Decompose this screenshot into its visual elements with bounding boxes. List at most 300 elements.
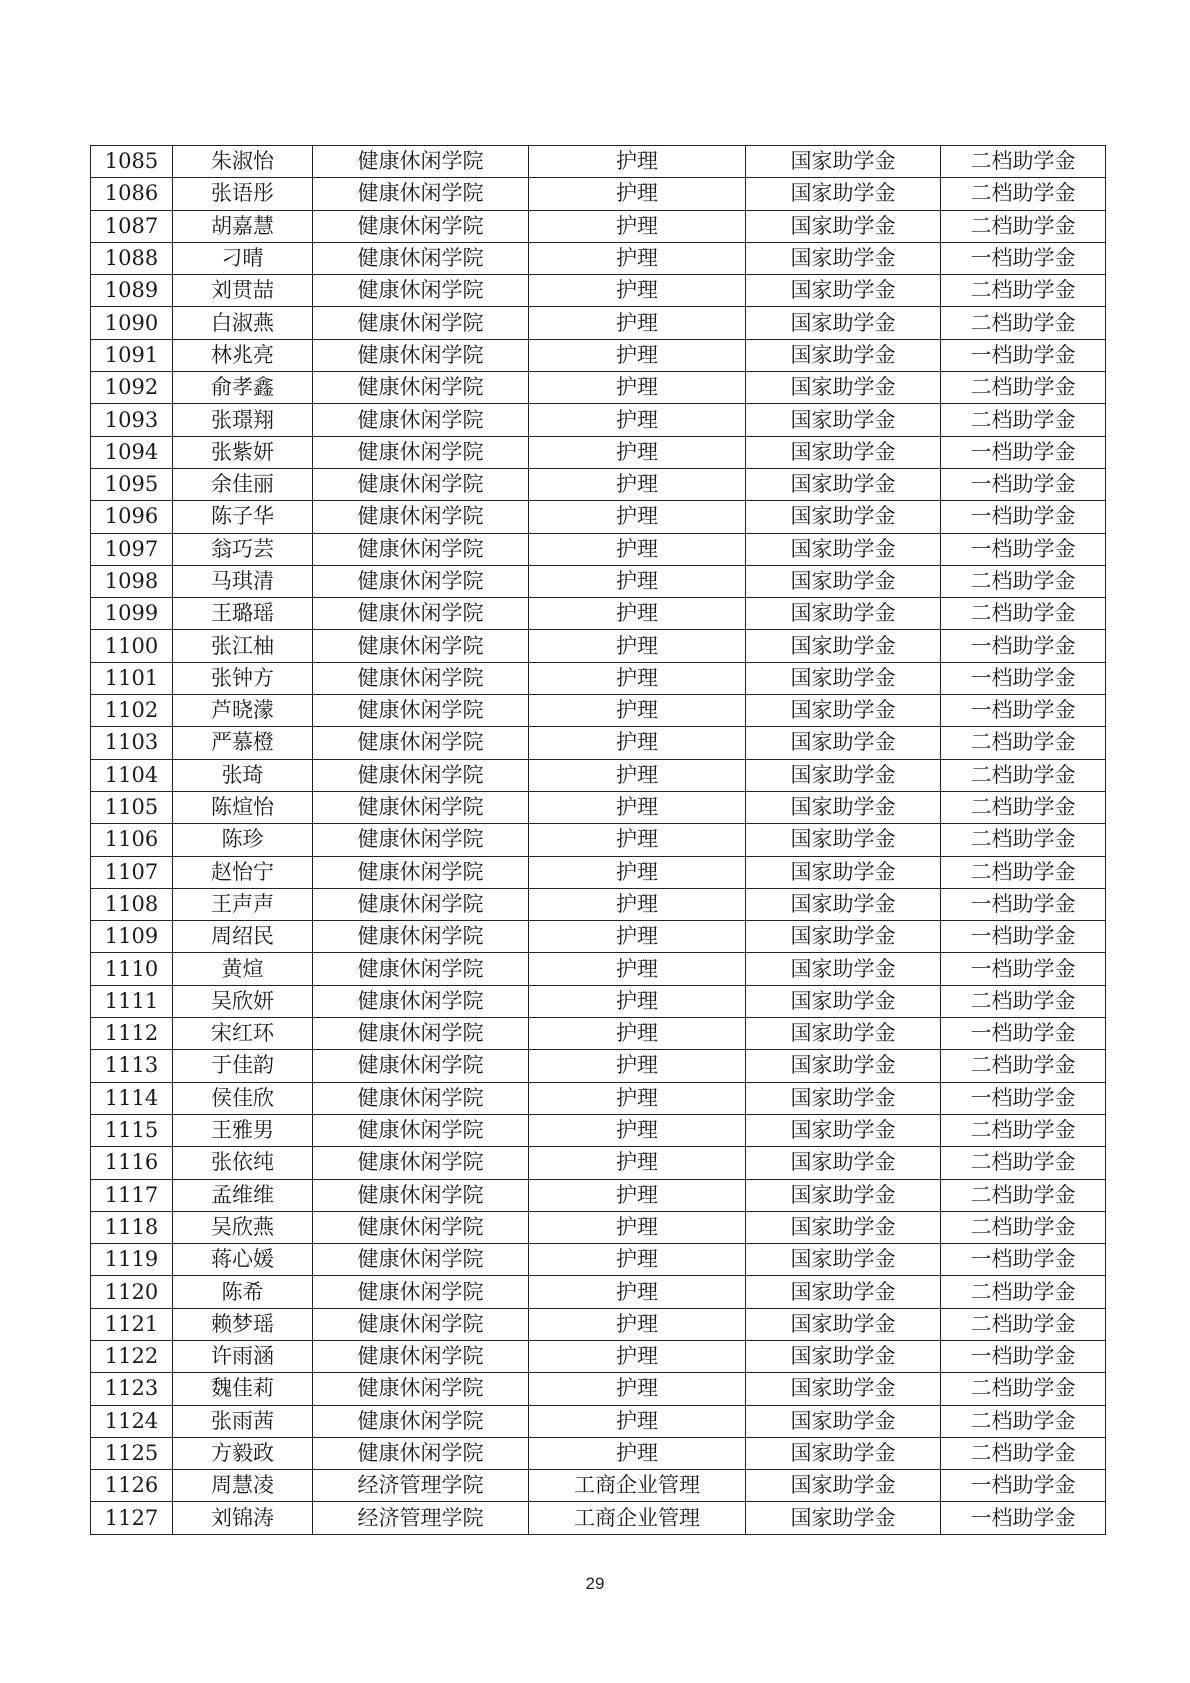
student-name-cell: 胡嘉慧 (173, 210, 313, 242)
major-cell: 护理 (529, 630, 746, 662)
serial-number-cell: 1085 (91, 146, 173, 178)
major-cell: 护理 (529, 727, 746, 759)
serial-number-cell: 1091 (91, 339, 173, 371)
aid-type-cell: 国家助学金 (746, 242, 941, 274)
table-row (91, 1147, 1106, 1179)
aid-level-cell: 二档助学金 (941, 727, 1106, 759)
serial-number-cell: 1093 (91, 404, 173, 436)
major-cell: 护理 (529, 1244, 746, 1276)
aid-level-cell: 二档助学金 (941, 1437, 1106, 1469)
student-name-cell: 余佳丽 (173, 468, 313, 500)
major-cell: 护理 (529, 242, 746, 274)
table-row (91, 791, 1106, 823)
aid-level-cell: 二档助学金 (941, 1308, 1106, 1340)
table-row (91, 824, 1106, 856)
student-name-cell: 王雅男 (173, 1114, 313, 1146)
college-cell: 健康休闲学院 (313, 242, 529, 274)
table-row (91, 468, 1106, 500)
aid-type-cell: 国家助学金 (746, 436, 941, 468)
aid-type-cell: 国家助学金 (746, 1470, 941, 1502)
college-cell: 经济管理学院 (313, 1502, 529, 1534)
aid-type-cell: 国家助学金 (746, 1050, 941, 1082)
college-cell: 健康休闲学院 (313, 921, 529, 953)
major-cell: 护理 (529, 856, 746, 888)
college-cell: 健康休闲学院 (313, 1276, 529, 1308)
student-name-cell: 翁巧芸 (173, 533, 313, 565)
aid-level-cell: 二档助学金 (941, 372, 1106, 404)
college-cell: 健康休闲学院 (313, 1437, 529, 1469)
major-cell: 护理 (529, 1147, 746, 1179)
aid-level-cell: 二档助学金 (941, 1114, 1106, 1146)
table-row (91, 1308, 1106, 1340)
table-row (91, 1437, 1106, 1469)
aid-level-cell: 二档助学金 (941, 1147, 1106, 1179)
aid-level-cell: 一档助学金 (941, 533, 1106, 565)
student-name-cell: 陈煊怡 (173, 791, 313, 823)
aid-level-cell: 一档助学金 (941, 1502, 1106, 1534)
serial-number-cell: 1110 (91, 953, 173, 985)
college-cell: 健康休闲学院 (313, 727, 529, 759)
college-cell: 健康休闲学院 (313, 372, 529, 404)
table-row (91, 856, 1106, 888)
aid-type-cell: 国家助学金 (746, 824, 941, 856)
serial-number-cell: 1088 (91, 242, 173, 274)
page-number: 29 (585, 1574, 605, 1593)
college-cell: 健康休闲学院 (313, 1211, 529, 1243)
aid-type-cell: 国家助学金 (746, 727, 941, 759)
table-row (91, 1340, 1106, 1372)
college-cell: 健康休闲学院 (313, 759, 529, 791)
aid-type-cell: 国家助学金 (746, 985, 941, 1017)
college-cell: 健康休闲学院 (313, 1405, 529, 1437)
major-cell: 护理 (529, 146, 746, 178)
aid-level-cell: 一档助学金 (941, 953, 1106, 985)
major-cell: 护理 (529, 662, 746, 694)
table-row (91, 404, 1106, 436)
student-name-cell: 白淑燕 (173, 307, 313, 339)
serial-number-cell: 1099 (91, 598, 173, 630)
table-row (91, 372, 1106, 404)
major-cell: 护理 (529, 372, 746, 404)
student-name-cell: 俞孝鑫 (173, 372, 313, 404)
table-row (91, 242, 1106, 274)
table-row (91, 275, 1106, 307)
serial-number-cell: 1103 (91, 727, 173, 759)
student-name-cell: 张江柚 (173, 630, 313, 662)
serial-number-cell: 1126 (91, 1470, 173, 1502)
major-cell: 护理 (529, 824, 746, 856)
major-cell: 护理 (529, 1211, 746, 1243)
serial-number-cell: 1087 (91, 210, 173, 242)
college-cell: 健康休闲学院 (313, 1308, 529, 1340)
table-row (91, 1179, 1106, 1211)
aid-level-cell: 二档助学金 (941, 1405, 1106, 1437)
aid-type-cell: 国家助学金 (746, 565, 941, 597)
student-name-cell: 陈珍 (173, 824, 313, 856)
serial-number-cell: 1127 (91, 1502, 173, 1534)
college-cell: 健康休闲学院 (313, 856, 529, 888)
major-cell: 护理 (529, 985, 746, 1017)
major-cell: 护理 (529, 1114, 746, 1146)
aid-level-cell: 二档助学金 (941, 275, 1106, 307)
college-cell: 健康休闲学院 (313, 404, 529, 436)
college-cell: 健康休闲学院 (313, 1244, 529, 1276)
aid-level-cell: 一档助学金 (941, 1244, 1106, 1276)
aid-type-cell: 国家助学金 (746, 1276, 941, 1308)
major-cell: 工商企业管理 (529, 1502, 746, 1534)
aid-level-cell: 二档助学金 (941, 146, 1106, 178)
major-cell: 护理 (529, 1050, 746, 1082)
aid-type-cell: 国家助学金 (746, 404, 941, 436)
aid-type-cell: 国家助学金 (746, 630, 941, 662)
table-row (91, 888, 1106, 920)
serial-number-cell: 1121 (91, 1308, 173, 1340)
student-name-cell: 方毅政 (173, 1437, 313, 1469)
table-row (91, 1082, 1106, 1114)
college-cell: 健康休闲学院 (313, 275, 529, 307)
aid-type-cell: 国家助学金 (746, 953, 941, 985)
table-row (91, 727, 1106, 759)
aid-type-cell: 国家助学金 (746, 759, 941, 791)
aid-type-cell: 国家助学金 (746, 275, 941, 307)
college-cell: 健康休闲学院 (313, 662, 529, 694)
table-row (91, 307, 1106, 339)
aid-type-cell: 国家助学金 (746, 372, 941, 404)
major-cell: 护理 (529, 436, 746, 468)
college-cell: 健康休闲学院 (313, 888, 529, 920)
student-name-cell: 张依纯 (173, 1147, 313, 1179)
aid-level-cell: 一档助学金 (941, 1340, 1106, 1372)
aid-level-cell: 一档助学金 (941, 1082, 1106, 1114)
student-name-cell: 张琦 (173, 759, 313, 791)
student-name-cell: 张紫妍 (173, 436, 313, 468)
major-cell: 护理 (529, 339, 746, 371)
aid-type-cell: 国家助学金 (746, 662, 941, 694)
aid-level-cell: 一档助学金 (941, 339, 1106, 371)
aid-type-cell: 国家助学金 (746, 501, 941, 533)
aid-level-cell: 一档助学金 (941, 921, 1106, 953)
college-cell: 健康休闲学院 (313, 1147, 529, 1179)
major-cell: 护理 (529, 791, 746, 823)
major-cell: 工商企业管理 (529, 1470, 746, 1502)
college-cell: 健康休闲学院 (313, 1340, 529, 1372)
serial-number-cell: 1092 (91, 372, 173, 404)
table-row (91, 210, 1106, 242)
college-cell: 健康休闲学院 (313, 1082, 529, 1114)
aid-level-cell: 一档助学金 (941, 501, 1106, 533)
college-cell: 健康休闲学院 (313, 1179, 529, 1211)
major-cell: 护理 (529, 759, 746, 791)
aid-type-cell: 国家助学金 (746, 1244, 941, 1276)
aid-level-cell: 二档助学金 (941, 985, 1106, 1017)
scholarship-list-table (90, 145, 1106, 1535)
college-cell: 健康休闲学院 (313, 985, 529, 1017)
aid-type-cell: 国家助学金 (746, 1373, 941, 1405)
major-cell: 护理 (529, 501, 746, 533)
aid-level-cell: 二档助学金 (941, 1373, 1106, 1405)
college-cell: 健康休闲学院 (313, 1114, 529, 1146)
student-name-cell: 蒋心媛 (173, 1244, 313, 1276)
serial-number-cell: 1109 (91, 921, 173, 953)
table-row (91, 1114, 1106, 1146)
student-name-cell: 于佳韵 (173, 1050, 313, 1082)
serial-number-cell: 1120 (91, 1276, 173, 1308)
student-name-cell: 黄煊 (173, 953, 313, 985)
aid-level-cell: 二档助学金 (941, 824, 1106, 856)
student-name-cell: 魏佳莉 (173, 1373, 313, 1405)
table-row (91, 695, 1106, 727)
student-name-cell: 林兆亮 (173, 339, 313, 371)
table-row (91, 1050, 1106, 1082)
major-cell: 护理 (529, 565, 746, 597)
aid-level-cell: 二档助学金 (941, 1179, 1106, 1211)
serial-number-cell: 1104 (91, 759, 173, 791)
serial-number-cell: 1094 (91, 436, 173, 468)
serial-number-cell: 1122 (91, 1340, 173, 1372)
major-cell: 护理 (529, 1340, 746, 1372)
aid-type-cell: 国家助学金 (746, 1340, 941, 1372)
serial-number-cell: 1106 (91, 824, 173, 856)
table-row (91, 533, 1106, 565)
serial-number-cell: 1124 (91, 1405, 173, 1437)
serial-number-cell: 1107 (91, 856, 173, 888)
college-cell: 健康休闲学院 (313, 307, 529, 339)
major-cell: 护理 (529, 1276, 746, 1308)
table-row (91, 339, 1106, 371)
serial-number-cell: 1119 (91, 1244, 173, 1276)
student-name-cell: 刘贯喆 (173, 275, 313, 307)
aid-type-cell: 国家助学金 (746, 598, 941, 630)
college-cell: 健康休闲学院 (313, 630, 529, 662)
aid-level-cell: 二档助学金 (941, 178, 1106, 210)
college-cell: 经济管理学院 (313, 1470, 529, 1502)
aid-type-cell: 国家助学金 (746, 1114, 941, 1146)
aid-type-cell: 国家助学金 (746, 1308, 941, 1340)
table-row (91, 1211, 1106, 1243)
aid-type-cell: 国家助学金 (746, 210, 941, 242)
table-row (91, 501, 1106, 533)
student-name-cell: 张语彤 (173, 178, 313, 210)
aid-level-cell: 二档助学金 (941, 856, 1106, 888)
major-cell: 护理 (529, 1405, 746, 1437)
serial-number-cell: 1089 (91, 275, 173, 307)
major-cell: 护理 (529, 598, 746, 630)
college-cell: 健康休闲学院 (313, 178, 529, 210)
table-row (91, 436, 1106, 468)
aid-type-cell: 国家助学金 (746, 1082, 941, 1114)
serial-number-cell: 1105 (91, 791, 173, 823)
serial-number-cell: 1114 (91, 1082, 173, 1114)
serial-number-cell: 1096 (91, 501, 173, 533)
major-cell: 护理 (529, 1082, 746, 1114)
serial-number-cell: 1108 (91, 888, 173, 920)
aid-level-cell: 二档助学金 (941, 759, 1106, 791)
major-cell: 护理 (529, 953, 746, 985)
aid-type-cell: 国家助学金 (746, 1437, 941, 1469)
college-cell: 健康休闲学院 (313, 533, 529, 565)
table-row (91, 1405, 1106, 1437)
college-cell: 健康休闲学院 (313, 565, 529, 597)
aid-type-cell: 国家助学金 (746, 339, 941, 371)
student-name-cell: 宋红环 (173, 1018, 313, 1050)
table-row (91, 1018, 1106, 1050)
student-name-cell: 芦晓濛 (173, 695, 313, 727)
major-cell: 护理 (529, 275, 746, 307)
student-name-cell: 朱淑怡 (173, 146, 313, 178)
table-row (91, 953, 1106, 985)
student-name-cell: 王璐瑶 (173, 598, 313, 630)
aid-type-cell: 国家助学金 (746, 1405, 941, 1437)
aid-type-cell: 国家助学金 (746, 1502, 941, 1534)
college-cell: 健康休闲学院 (313, 146, 529, 178)
student-name-cell: 刁晴 (173, 242, 313, 274)
college-cell: 健康休闲学院 (313, 468, 529, 500)
major-cell: 护理 (529, 1179, 746, 1211)
aid-type-cell: 国家助学金 (746, 178, 941, 210)
serial-number-cell: 1116 (91, 1147, 173, 1179)
serial-number-cell: 1118 (91, 1211, 173, 1243)
aid-type-cell: 国家助学金 (746, 468, 941, 500)
major-cell: 护理 (529, 1373, 746, 1405)
aid-level-cell: 二档助学金 (941, 307, 1106, 339)
aid-type-cell: 国家助学金 (746, 791, 941, 823)
aid-type-cell: 国家助学金 (746, 921, 941, 953)
serial-number-cell: 1097 (91, 533, 173, 565)
student-name-cell: 张雨茜 (173, 1405, 313, 1437)
major-cell: 护理 (529, 178, 746, 210)
aid-type-cell: 国家助学金 (746, 695, 941, 727)
aid-level-cell: 二档助学金 (941, 210, 1106, 242)
major-cell: 护理 (529, 533, 746, 565)
aid-type-cell: 国家助学金 (746, 1179, 941, 1211)
serial-number-cell: 1113 (91, 1050, 173, 1082)
college-cell: 健康休闲学院 (313, 1050, 529, 1082)
table-row (91, 662, 1106, 694)
aid-type-cell: 国家助学金 (746, 146, 941, 178)
major-cell: 护理 (529, 888, 746, 920)
aid-type-cell: 国家助学金 (746, 1018, 941, 1050)
table-row (91, 565, 1106, 597)
serial-number-cell: 1098 (91, 565, 173, 597)
aid-level-cell: 二档助学金 (941, 1276, 1106, 1308)
college-cell: 健康休闲学院 (313, 210, 529, 242)
student-name-cell: 赵怡宁 (173, 856, 313, 888)
table-body (91, 146, 1106, 1535)
student-name-cell: 王声声 (173, 888, 313, 920)
college-cell: 健康休闲学院 (313, 436, 529, 468)
aid-type-cell: 国家助学金 (746, 533, 941, 565)
major-cell: 护理 (529, 210, 746, 242)
aid-level-cell: 一档助学金 (941, 888, 1106, 920)
table-row (91, 598, 1106, 630)
serial-number-cell: 1102 (91, 695, 173, 727)
aid-level-cell: 一档助学金 (941, 630, 1106, 662)
table-row (91, 630, 1106, 662)
aid-type-cell: 国家助学金 (746, 888, 941, 920)
aid-level-cell: 一档助学金 (941, 1470, 1106, 1502)
table-row (91, 146, 1106, 178)
aid-type-cell: 国家助学金 (746, 1211, 941, 1243)
serial-number-cell: 1095 (91, 468, 173, 500)
college-cell: 健康休闲学院 (313, 824, 529, 856)
student-name-cell: 马琪清 (173, 565, 313, 597)
major-cell: 护理 (529, 1437, 746, 1469)
aid-level-cell: 二档助学金 (941, 565, 1106, 597)
serial-number-cell: 1100 (91, 630, 173, 662)
student-name-cell: 赖梦瑶 (173, 1308, 313, 1340)
student-name-cell: 陈希 (173, 1276, 313, 1308)
college-cell: 健康休闲学院 (313, 339, 529, 371)
aid-level-cell: 一档助学金 (941, 1018, 1106, 1050)
serial-number-cell: 1101 (91, 662, 173, 694)
student-name-cell: 周绍民 (173, 921, 313, 953)
student-name-cell: 周慧凌 (173, 1470, 313, 1502)
aid-level-cell: 二档助学金 (941, 1050, 1106, 1082)
serial-number-cell: 1123 (91, 1373, 173, 1405)
table-row (91, 1470, 1106, 1502)
major-cell: 护理 (529, 1018, 746, 1050)
aid-level-cell: 一档助学金 (941, 242, 1106, 274)
table-row (91, 178, 1106, 210)
serial-number-cell: 1086 (91, 178, 173, 210)
student-name-cell: 孟维维 (173, 1179, 313, 1211)
student-name-cell: 许雨涵 (173, 1340, 313, 1372)
table-row (91, 1373, 1106, 1405)
major-cell: 护理 (529, 695, 746, 727)
aid-level-cell: 一档助学金 (941, 662, 1106, 694)
serial-number-cell: 1117 (91, 1179, 173, 1211)
college-cell: 健康休闲学院 (313, 501, 529, 533)
major-cell: 护理 (529, 921, 746, 953)
aid-type-cell: 国家助学金 (746, 1147, 941, 1179)
aid-level-cell: 二档助学金 (941, 791, 1106, 823)
serial-number-cell: 1115 (91, 1114, 173, 1146)
table-row (91, 921, 1106, 953)
college-cell: 健康休闲学院 (313, 1018, 529, 1050)
aid-level-cell: 一档助学金 (941, 695, 1106, 727)
major-cell: 护理 (529, 1308, 746, 1340)
major-cell: 护理 (529, 468, 746, 500)
table-row (91, 985, 1106, 1017)
table-row (91, 1276, 1106, 1308)
aid-level-cell: 二档助学金 (941, 404, 1106, 436)
aid-level-cell: 一档助学金 (941, 468, 1106, 500)
serial-number-cell: 1090 (91, 307, 173, 339)
college-cell: 健康休闲学院 (313, 953, 529, 985)
table-row (91, 759, 1106, 791)
serial-number-cell: 1111 (91, 985, 173, 1017)
student-name-cell: 吴欣妍 (173, 985, 313, 1017)
student-name-cell: 刘锦涛 (173, 1502, 313, 1534)
aid-level-cell: 一档助学金 (941, 436, 1106, 468)
student-name-cell: 张璟翔 (173, 404, 313, 436)
student-name-cell: 张钟方 (173, 662, 313, 694)
college-cell: 健康休闲学院 (313, 1373, 529, 1405)
serial-number-cell: 1125 (91, 1437, 173, 1469)
serial-number-cell: 1112 (91, 1018, 173, 1050)
student-name-cell: 侯佳欣 (173, 1082, 313, 1114)
college-cell: 健康休闲学院 (313, 598, 529, 630)
student-name-cell: 陈子华 (173, 501, 313, 533)
aid-level-cell: 二档助学金 (941, 598, 1106, 630)
aid-level-cell: 二档助学金 (941, 1211, 1106, 1243)
aid-type-cell: 国家助学金 (746, 307, 941, 339)
student-name-cell: 吴欣燕 (173, 1211, 313, 1243)
student-name-cell: 严慕橙 (173, 727, 313, 759)
major-cell: 护理 (529, 404, 746, 436)
major-cell: 护理 (529, 307, 746, 339)
college-cell: 健康休闲学院 (313, 791, 529, 823)
